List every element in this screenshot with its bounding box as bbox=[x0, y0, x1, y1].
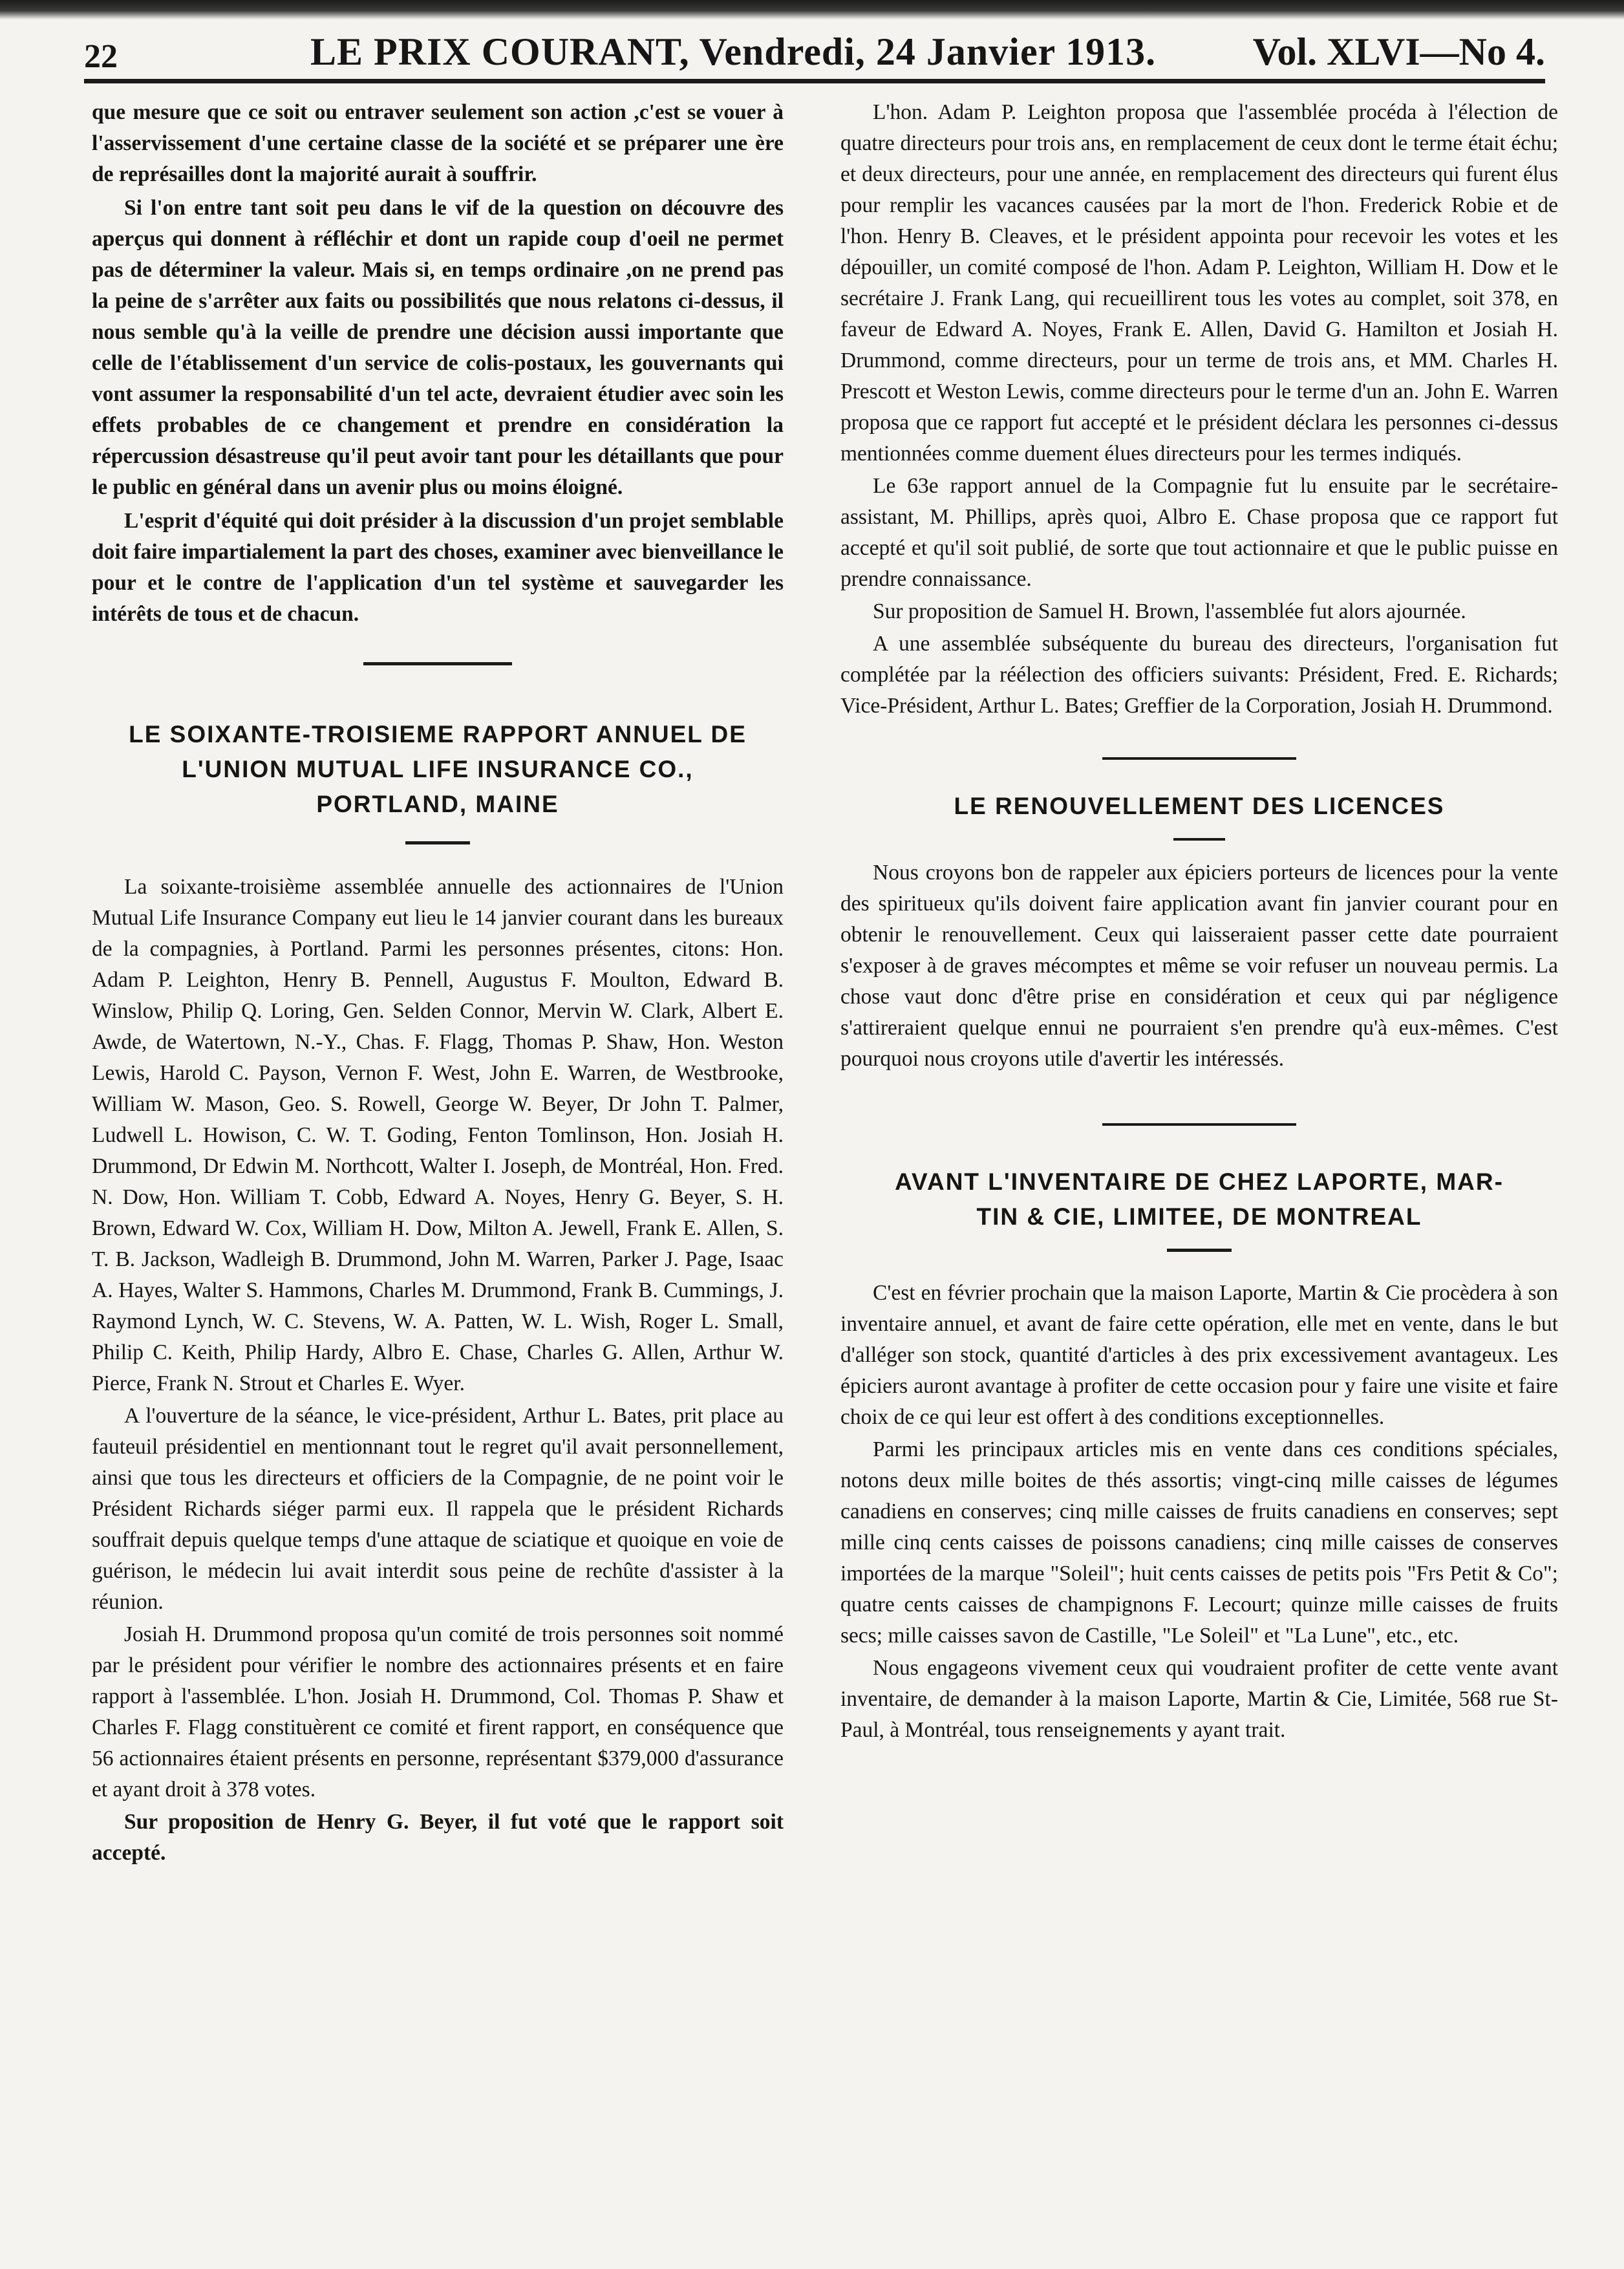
article-heading-licences: LE RENOUVELLEMENT DES LICENCES bbox=[954, 793, 1445, 819]
scan-top-edge bbox=[0, 0, 1624, 19]
continuation-paragraph: Le 63e rapport annuel de la Compagnie fut lu ensuite par le secrétaire-assistant, M. Phillips, après quoi, Albro E. Chase proposa que ce rapport fut accepté et qu'il soit publié, de sorte que tout actionnaire et que le public puisse en prendre connaissance. bbox=[840, 474, 1558, 591]
article-paragraph: Sur proposition de Henry G. Beyer, il fut voté que le rapport soit accepté. bbox=[92, 1810, 784, 1865]
volume-number: Vol. XLVI—No 4. bbox=[1252, 30, 1545, 73]
article-paragraph: A l'ouverture de la séance, le vice-président, Arthur L. Bates, prit place au fauteuil présidentiel en mentionnant tout le regret qu'il avait personnellement, ainsi que tous les directeurs et officiers de la Compagnie, de ne point voir le Président Richards siéger parmi eux. Il rappela que le président Richards souffrait depuis quelque temps d'une attaque de sciatique et quoique en voie de guérison, le médecin lui avait interdit sous peine de rechûte d'assister à la réunion. bbox=[92, 1404, 784, 1614]
intro-paragraph: que mesure que ce soit ou entraver seulement son action ,c'est se vouer à l'asservissement d'une certaine classe de la société et se préparer une ère de représailles dont la majorité aurait à souffrir. bbox=[92, 100, 784, 186]
right-column bbox=[840, 97, 1558, 1746]
continuation-paragraph: Sur proposition de Samuel H. Brown, l'assemblée fut alors ajournée. bbox=[873, 599, 1466, 623]
heading-underline bbox=[1167, 1249, 1232, 1252]
article-paragraph: La soixante-troisième assemblée annuelle des actionnaires de l'Union Mutual Life Insurance Company eut lieu le 14 janvier courant dans les bureaux de la compagnies, à Portland. Parmi les personnes présentes, citons: Hon. Adam P. Leighton, Henry B. Pennell, Augustus F. Moulton, Edward B. Winslow, Philip Q. Loring, Gen. Selden Connor, Mervin W. Clark, Albert E. Awde, de Watertown, N.-Y., Chas. F. Flagg, Thomas P. Shaw, Hon. Weston Lewis, Harold C. Payson, Vernon F. West, John E. Warren, de Westbrooke, William W. Mason, Geo. S. Rowell, George W. Beyer, Dr John T. Palmer, Ludwell L. Howison, C. W. T. Goding, Fenton Tomlinson, Hon. Josiah H. Drummond, Dr Edwin M. Northcott, Walter I. Joseph, de Montréal, Hon. Fred. N. Dow, Hon. William T. Cobb, Edward A. Noyes, Henry G. Beyer, S. H. Brown, Edward W. Cox, William H. Dow, Milton A. Jewell, Frank E. Allen, S. T. B. Jackson, Wadleigh B. Drummond, John M. Warren, Parker J. Page, Isaac A. Hayes, Walter S. Hammons, Charles M. Drummond, Frank B. Cummings, J. Raymond Lynch, W. C. Stevens, W. A. Patten, W. L. Wish, Roger L. Small, Philip C. Keith, Philip Hardy, Albro E. Chase, Charles G. Allen, Arthur W. Pierce, Frank N. Strout et Charles E. Wyer. bbox=[92, 875, 784, 1395]
heading-line: LE SOIXANTE-TROISIEME RAPPORT ANNUEL DE bbox=[129, 721, 747, 747]
heading-line: PORTLAND, MAINE bbox=[316, 791, 559, 817]
page-header bbox=[84, 26, 1545, 84]
newspaper-title: LE PRIX COURANT, Vendredi, 24 Janvier 1913. bbox=[310, 30, 1157, 73]
article-heading-laporte bbox=[840, 1165, 1558, 1234]
article-paragraph: Josiah H. Drummond proposa qu'un comité de trois personnes soit nommé par le président pour vérifier le nombre des actionnaires présents et en faire rapport à l'assemblée. L'hon. Josiah H. Drummond, Col. Thomas P. Shaw et Charles F. Flagg constituèrent ce comité et firent rapport, en conséquence que 56 actionnaires étaient présents en personne, représentant $379,000 d'assurance et ayant droit à 378 votes. bbox=[92, 1622, 784, 1801]
article-heading-union-mutual bbox=[92, 717, 784, 822]
heading-underline bbox=[405, 841, 470, 844]
page-number: 22 bbox=[84, 38, 118, 75]
laporte-paragraph: C'est en février prochain que la maison Laporte, Martin & Cie procèdera à son inventaire annuel, et avant de faire cette opération, elle met en vente, dans le but d'alléger son stock, quantité d'articles à des prix excessivement avantageux. Les épiciers auront avantage à profiter de cette occasion pour y faire une visite et faire choix de ce qui leur est offert à des conditions exceptionnelles. bbox=[840, 1281, 1558, 1429]
section-divider bbox=[1102, 757, 1296, 760]
intro-paragraph: Si l'on entre tant soit peu dans le vif de la question on découvre des aperçus qui donnent à réfléchir et dont un rapide coup d'oeil ne permet pas de déterminer la valeur. Mais si, en temps ordinaire ,on ne prend pas la peine de s'arrêter aux faits ou possibilités que nous relatons ci-dessus, il nous semble qu'à la veille de prendre une décision aussi importante que celle de l'établissement d'un service de colis-postaux, les gouvernants qui vont assumer la responsabilité d'un tel acte, devraient étudier avec soin les effets probables de ce changement et prendre en considération la répercussion désastreuse qu'il peut avoir tant pour les détaillants que pour le public en général dans un avenir plus ou moins éloigné. bbox=[92, 196, 784, 499]
heading-line: AVANT L'INVENTAIRE DE CHEZ LAPORTE, MAR- bbox=[895, 1168, 1504, 1195]
left-column bbox=[92, 97, 784, 1869]
heading-line: TIN & CIE, LIMITEE, DE MONTREAL bbox=[976, 1203, 1422, 1230]
laporte-paragraph: Parmi les principaux articles mis en vente dans ces conditions spéciales, notons deux mille boites de thés assortis; vingt-cinq mille caisses de légumes canadiens en conserves; cinq mille caisses de fruits canadiens en conserves; sept mille cinq cents caisses de poissons canadiens; cinq mille caisses de conserves importées de la marque "Soleil"; huit cents caisses de petits pois "Frs Petit & Co"; quatre cents caisses de champignons F. Lecourt; quinze mille caisses de fruits secs; mille caisses savon de Castille, "Le Soleil" et "La Lune", etc., etc. bbox=[840, 1437, 1558, 1648]
continuation-paragraph: L'hon. Adam P. Leighton proposa que l'assemblée procéda à l'élection de quatre directeurs pour trois ans, en remplacement de ceux dont le terme était échu; et deux directeurs, pour une année, en remplacement des directeurs qui furent élus pour remplir les vacances causées par la mort de l'hon. Frederick Robie et de l'hon. Henry B. Cleaves, et le président appointa pour recevoir les votes et les dépouiller, un comité composé de l'hon. Adam P. Leighton, William H. Dow et le secrétaire J. Frank Lang, qui recueillirent tous les votes au complet, soit 378, en faveur de Edward A. Noyes, Frank E. Allen, David G. Hamilton et Josiah H. Drummond, comme directeurs, pour un terme de trois ans, et MM. Charles H. Prescott et Weston Lewis, comme directeurs pour le terme d'un an. John E. Warren proposa que ce rapport fut accepté et le président déclara les personnes ci-dessus mentionnées comme duement élues directeurs pour les termes indiqués. bbox=[840, 100, 1558, 466]
section-divider bbox=[1102, 1123, 1296, 1126]
licences-paragraph: Nous croyons bon de rappeler aux épiciers porteurs de licences pour la vente des spiritueux qu'ils doivent faire application avant fin janvier courant pour en obtenir le renouvellement. Ceux qui laisseraient passer cette date pourraient s'exposer à de graves mécomptes et même se voir refuser un nouveau permis. La chose vaut donc d'être prise en considération et ceux qui par négligence s'attireraient quelque ennui ne pourraient s'en prendre qu'à eux-mêmes. C'est pourquoi nous croyons utile d'avertir les intéressés. bbox=[840, 861, 1558, 1071]
header-rule bbox=[84, 79, 1545, 83]
section-divider bbox=[363, 662, 512, 665]
heading-line: L'UNION MUTUAL LIFE INSURANCE CO., bbox=[182, 756, 694, 782]
laporte-paragraph: Nous engageons vivement ceux qui voudraient profiter de cette vente avant inventaire, de demander à la maison Laporte, Martin & Cie, Limitée, 568 rue St-Paul, à Montréal, tous renseignements y ayant trait. bbox=[840, 1656, 1558, 1742]
heading-underline bbox=[1173, 838, 1225, 841]
intro-paragraph: L'esprit d'équité qui doit présider à la discussion d'un projet semblable doit faire impartialement la part des choses, examiner avec bienveillance le pour et le contre de l'application d'un tel système et sauvegarder les intérêts de tous et de chacun. bbox=[92, 509, 784, 626]
continuation-paragraph: A une assemblée subséquente du bureau des directeurs, l'organisation fut complétée par la réélection des officiers suivants: Président, Fred. E. Richards; Vice-Président, Arthur L. Bates; Greffier de la Corporation, Josiah H. Drummond. bbox=[840, 632, 1558, 718]
